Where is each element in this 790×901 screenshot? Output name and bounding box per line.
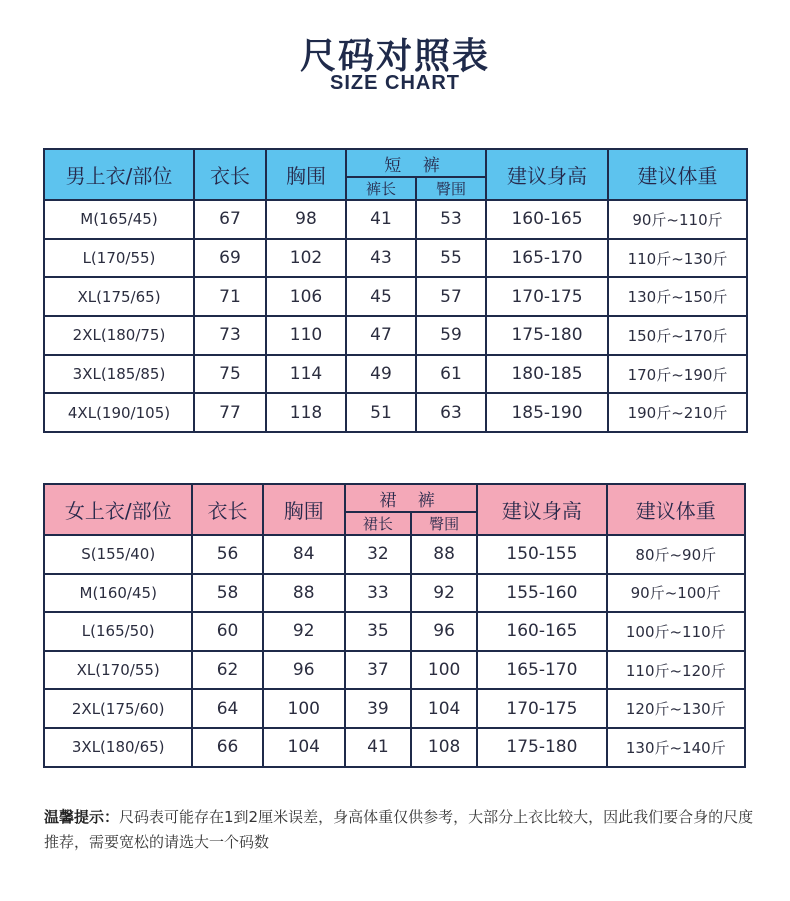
length-cell: 62 (192, 651, 262, 690)
sub1-cell: 41 (346, 200, 416, 239)
height-cell: 170-175 (486, 277, 608, 316)
men-table-body (44, 200, 747, 432)
tip-text: 尺码表可能存在1到2厘米误差，身高体重仅供参考，大部分上衣比较大，因此我们要合身的尺度推荐，需要宽松的请选大一个码数 (44, 808, 754, 851)
hip-cell: 96 (411, 612, 477, 651)
sub1-cell: 39 (345, 689, 411, 728)
size-cell: XL(170/55) (44, 651, 192, 690)
hip-cell: 92 (411, 574, 477, 613)
table-row (44, 316, 747, 355)
chest-cell: 88 (263, 574, 345, 613)
col-header-part: 男上衣/部位 (44, 149, 194, 200)
height-cell: 160-165 (486, 200, 608, 239)
chest-cell: 114 (266, 355, 346, 394)
table-row (44, 535, 745, 574)
hip-cell: 88 (411, 535, 477, 574)
table-row (44, 239, 747, 278)
hip-cell: 57 (416, 277, 486, 316)
col-header-hip: 臀围 (416, 177, 486, 200)
table-row (44, 355, 747, 394)
men-size-table (43, 148, 748, 433)
chest-cell: 98 (266, 200, 346, 239)
hip-cell: 53 (416, 200, 486, 239)
table-row (44, 728, 745, 767)
sub1-cell: 47 (346, 316, 416, 355)
length-cell: 60 (192, 612, 262, 651)
chest-cell: 106 (266, 277, 346, 316)
length-cell: 56 (192, 535, 262, 574)
table-row (44, 277, 747, 316)
size-cell: L(165/50) (44, 612, 192, 651)
weight-cell: 100斤~110斤 (607, 612, 745, 651)
weight-cell: 90斤~110斤 (608, 200, 747, 239)
height-cell: 170-175 (477, 689, 606, 728)
size-cell: 3XL(180/65) (44, 728, 192, 767)
col-header-weight: 建议体重 (608, 149, 747, 200)
sub1-cell: 41 (345, 728, 411, 767)
col-header-height: 建议身高 (477, 484, 606, 535)
table-row (44, 393, 747, 432)
weight-cell: 170斤~190斤 (608, 355, 747, 394)
sub1-cell: 43 (346, 239, 416, 278)
col-header-skirt-pants-group: 裙 裤 (345, 484, 477, 512)
weight-cell: 90斤~100斤 (607, 574, 745, 613)
col-header-weight: 建议体重 (607, 484, 745, 535)
height-cell: 155-160 (477, 574, 606, 613)
chest-cell: 100 (263, 689, 345, 728)
height-cell: 175-180 (477, 728, 606, 767)
weight-cell: 150斤~170斤 (608, 316, 747, 355)
table-row (44, 200, 747, 239)
table-row (44, 651, 745, 690)
length-cell: 67 (194, 200, 266, 239)
size-cell: 2XL(180/75) (44, 316, 194, 355)
col-header-length: 衣长 (192, 484, 262, 535)
col-header-height: 建议身高 (486, 149, 608, 200)
size-cell: L(170/55) (44, 239, 194, 278)
hip-cell: 55 (416, 239, 486, 278)
size-cell: 3XL(185/85) (44, 355, 194, 394)
col-header-chest: 胸围 (263, 484, 345, 535)
tip-note (44, 805, 754, 855)
size-cell: M(160/45) (44, 574, 192, 613)
hip-cell: 61 (416, 355, 486, 394)
length-cell: 64 (192, 689, 262, 728)
size-cell: 2XL(175/60) (44, 689, 192, 728)
height-cell: 175-180 (486, 316, 608, 355)
weight-cell: 80斤~90斤 (607, 535, 745, 574)
sub1-cell: 32 (345, 535, 411, 574)
women-size-table (43, 483, 746, 768)
col-header-shorts-group: 短 裤 (346, 149, 486, 177)
length-cell: 58 (192, 574, 262, 613)
sub1-cell: 51 (346, 393, 416, 432)
hip-cell: 104 (411, 689, 477, 728)
col-header-part: 女上衣/部位 (44, 484, 192, 535)
col-header-length: 衣长 (194, 149, 266, 200)
length-cell: 73 (194, 316, 266, 355)
height-cell: 165-170 (486, 239, 608, 278)
length-cell: 77 (194, 393, 266, 432)
weight-cell: 190斤~210斤 (608, 393, 747, 432)
height-cell: 150-155 (477, 535, 606, 574)
length-cell: 69 (194, 239, 266, 278)
length-cell: 71 (194, 277, 266, 316)
hip-cell: 108 (411, 728, 477, 767)
weight-cell: 130斤~140斤 (607, 728, 745, 767)
hip-cell: 59 (416, 316, 486, 355)
size-cell: S(155/40) (44, 535, 192, 574)
sub1-cell: 37 (345, 651, 411, 690)
page-subtitle: SIZE CHART (330, 72, 460, 94)
women-table-body (44, 535, 745, 767)
col-header-chest: 胸围 (266, 149, 346, 200)
tip-label: 温馨提示： (44, 808, 120, 826)
hip-cell: 63 (416, 393, 486, 432)
height-cell: 165-170 (477, 651, 606, 690)
sub1-cell: 35 (345, 612, 411, 651)
size-cell: XL(175/65) (44, 277, 194, 316)
table-row (44, 612, 745, 651)
height-cell: 180-185 (486, 355, 608, 394)
chest-cell: 118 (266, 393, 346, 432)
chest-cell: 104 (263, 728, 345, 767)
sub1-cell: 49 (346, 355, 416, 394)
weight-cell: 110斤~130斤 (608, 239, 747, 278)
chest-cell: 96 (263, 651, 345, 690)
col-header-pants-length: 裤长 (346, 177, 416, 200)
page-title: 尺码对照表 (299, 36, 490, 77)
size-cell: 4XL(190/105) (44, 393, 194, 432)
weight-cell: 120斤~130斤 (607, 689, 745, 728)
sub1-cell: 33 (345, 574, 411, 613)
col-header-hip: 臀围 (411, 512, 477, 535)
height-cell: 185-190 (486, 393, 608, 432)
weight-cell: 110斤~120斤 (607, 651, 745, 690)
size-cell: M(165/45) (44, 200, 194, 239)
chest-cell: 92 (263, 612, 345, 651)
hip-cell: 100 (411, 651, 477, 690)
sub1-cell: 45 (346, 277, 416, 316)
table-row (44, 689, 745, 728)
chest-cell: 102 (266, 239, 346, 278)
height-cell: 160-165 (477, 612, 606, 651)
chest-cell: 84 (263, 535, 345, 574)
col-header-skirt-length: 裙长 (345, 512, 411, 535)
weight-cell: 130斤~150斤 (608, 277, 747, 316)
chest-cell: 110 (266, 316, 346, 355)
length-cell: 75 (194, 355, 266, 394)
length-cell: 66 (192, 728, 262, 767)
table-row (44, 574, 745, 613)
